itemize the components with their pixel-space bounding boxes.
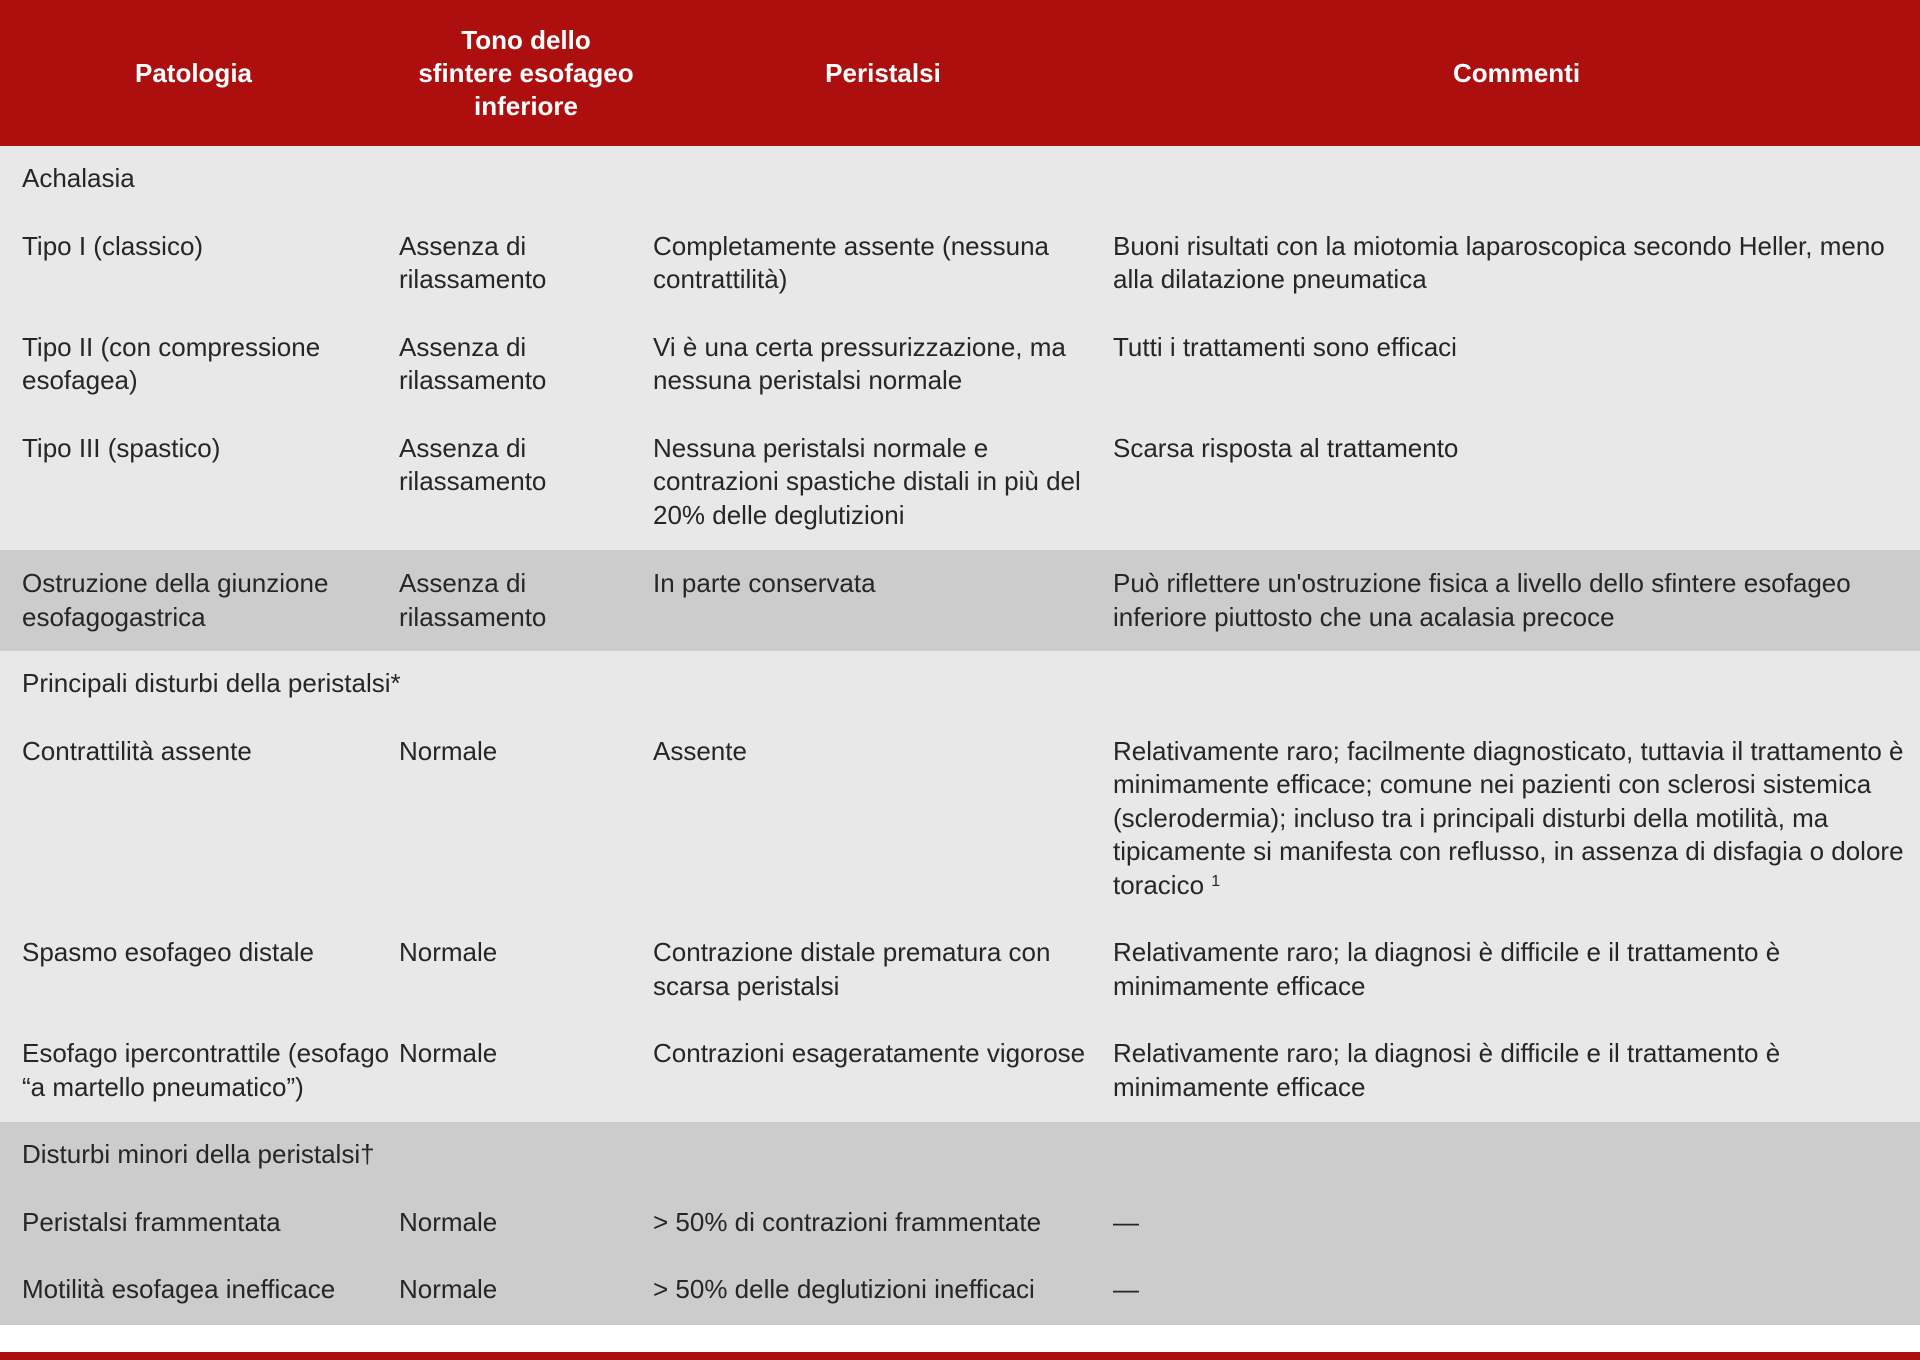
- cell-peristalsis: In parte conservata: [653, 568, 876, 598]
- cell-pathology: Tipo I (classico): [22, 230, 204, 261]
- bottom-rule: [0, 1352, 1920, 1360]
- cell-tone: Assenza di rilassamento: [399, 230, 547, 294]
- table-row: [0, 1189, 1920, 1257]
- cell-pathology: Esofago ipercontrattile (esofago “a martello pneumatico”): [22, 1038, 390, 1102]
- table-row: [0, 718, 1920, 920]
- cell-tone: Normale: [399, 1038, 498, 1068]
- table-header: [0, 0, 1920, 146]
- cell-peristalsis: Nessuna peristalsi normale e contrazioni spastiche distali in più del 20% delle deglutizioni: [653, 432, 1081, 530]
- header-peristalsis: Peristalsi: [825, 57, 941, 88]
- cell-pathology: Peristalsi frammentata: [22, 1206, 281, 1237]
- cell-comments: —: [1113, 1206, 1139, 1237]
- cell-pathology: Tipo II (con compressione esofagea): [22, 331, 321, 395]
- cell-comments: Relativamente raro; la diagnosi è difficile e il trattamento è minimamente efficace: [1113, 937, 1781, 1001]
- table-row: [0, 213, 1920, 314]
- table-row: [0, 1256, 1920, 1325]
- cell-pathology: Ostruzione della giunzione esofagogastrica: [22, 568, 329, 632]
- cell-tone: Normale: [399, 1206, 498, 1237]
- cell-tone: Assenza di rilassamento: [399, 432, 547, 496]
- cell-peristalsis: Vi è una certa pressurizzazione, ma nessuna peristalsi normale: [653, 331, 1066, 395]
- table-row: [0, 415, 1920, 551]
- table-row: [0, 314, 1920, 415]
- cell-pathology: Contrattilità assente: [22, 735, 252, 766]
- cell-peristalsis: > 50% delle deglutizioni inefficaci: [653, 1274, 1035, 1304]
- section-achalasia: [0, 146, 1920, 213]
- section-minor-disorders: [0, 1122, 1920, 1189]
- cell-peristalsis: Assente: [653, 735, 747, 766]
- header-comments: Commenti: [1452, 57, 1581, 88]
- cell-tone: Normale: [399, 937, 498, 967]
- table-row-obstruction: [0, 550, 1920, 651]
- cell-peristalsis: Contrazioni esageratamente vigorose: [653, 1038, 1086, 1068]
- cell-tone: Normale: [399, 1274, 498, 1304]
- cell-comments: Relativamente raro; la diagnosi è difficile e il trattamento è minimamente efficace: [1113, 1038, 1781, 1102]
- cell-peristalsis: Contrazione distale prematura con scarsa peristalsi: [653, 937, 1051, 1001]
- section-title: Achalasia: [22, 163, 135, 193]
- cell-pathology: Tipo III (spastico): [22, 432, 221, 463]
- cell-pathology: Motilità esofagea inefficace: [22, 1274, 336, 1304]
- comment-text: Relativamente raro; facilmente diagnosticato, tuttavia il trattamento è minimamente efficace; comune nei pazienti con sclerosi sistemica (sclerodermia); incluso tra i principali disturbi della motilità, ma tipicamente si manifesta con reflusso, in assenza di disfagia o dolore toracico: [1113, 735, 1904, 900]
- header-sphincter-tone: Tono dello sfintere esofageo inferiore: [418, 24, 634, 121]
- cell-peristalsis: Completamente assente (nessuna contrattilità): [653, 230, 1050, 294]
- cell-comments: Scarsa risposta al trattamento: [1113, 432, 1459, 463]
- cell-comments: [1113, 718, 1920, 920]
- cell-comments: Buoni risultati con la miotomia laparoscopica secondo Heller, meno alla dilatazione pneumatica: [1113, 230, 1885, 294]
- cell-comments: Può riflettere un'ostruzione fisica a livello dello sfintere esofageo inferiore piuttosto che una acalasia precoce: [1113, 568, 1851, 632]
- footnote-marker: 1: [1211, 872, 1221, 890]
- cell-tone: Normale: [399, 735, 498, 766]
- header-pathology: Patologia: [134, 57, 252, 88]
- cell-peristalsis: > 50% di contrazioni frammentate: [653, 1206, 1042, 1237]
- cell-pathology: Spasmo esofageo distale: [22, 937, 314, 967]
- table-row: [0, 919, 1920, 1020]
- cell-comments: Tutti i trattamenti sono efficaci: [1113, 331, 1457, 362]
- section-title: Principali disturbi della peristalsi*: [22, 668, 401, 698]
- cell-tone: Assenza di rilassamento: [399, 568, 547, 632]
- section-major-disorders: [0, 651, 1920, 718]
- cell-tone: Assenza di rilassamento: [399, 331, 547, 395]
- section-title: Disturbi minori della peristalsi†: [22, 1139, 375, 1169]
- table-row: [0, 1020, 1920, 1122]
- cell-comments: —: [1113, 1274, 1139, 1304]
